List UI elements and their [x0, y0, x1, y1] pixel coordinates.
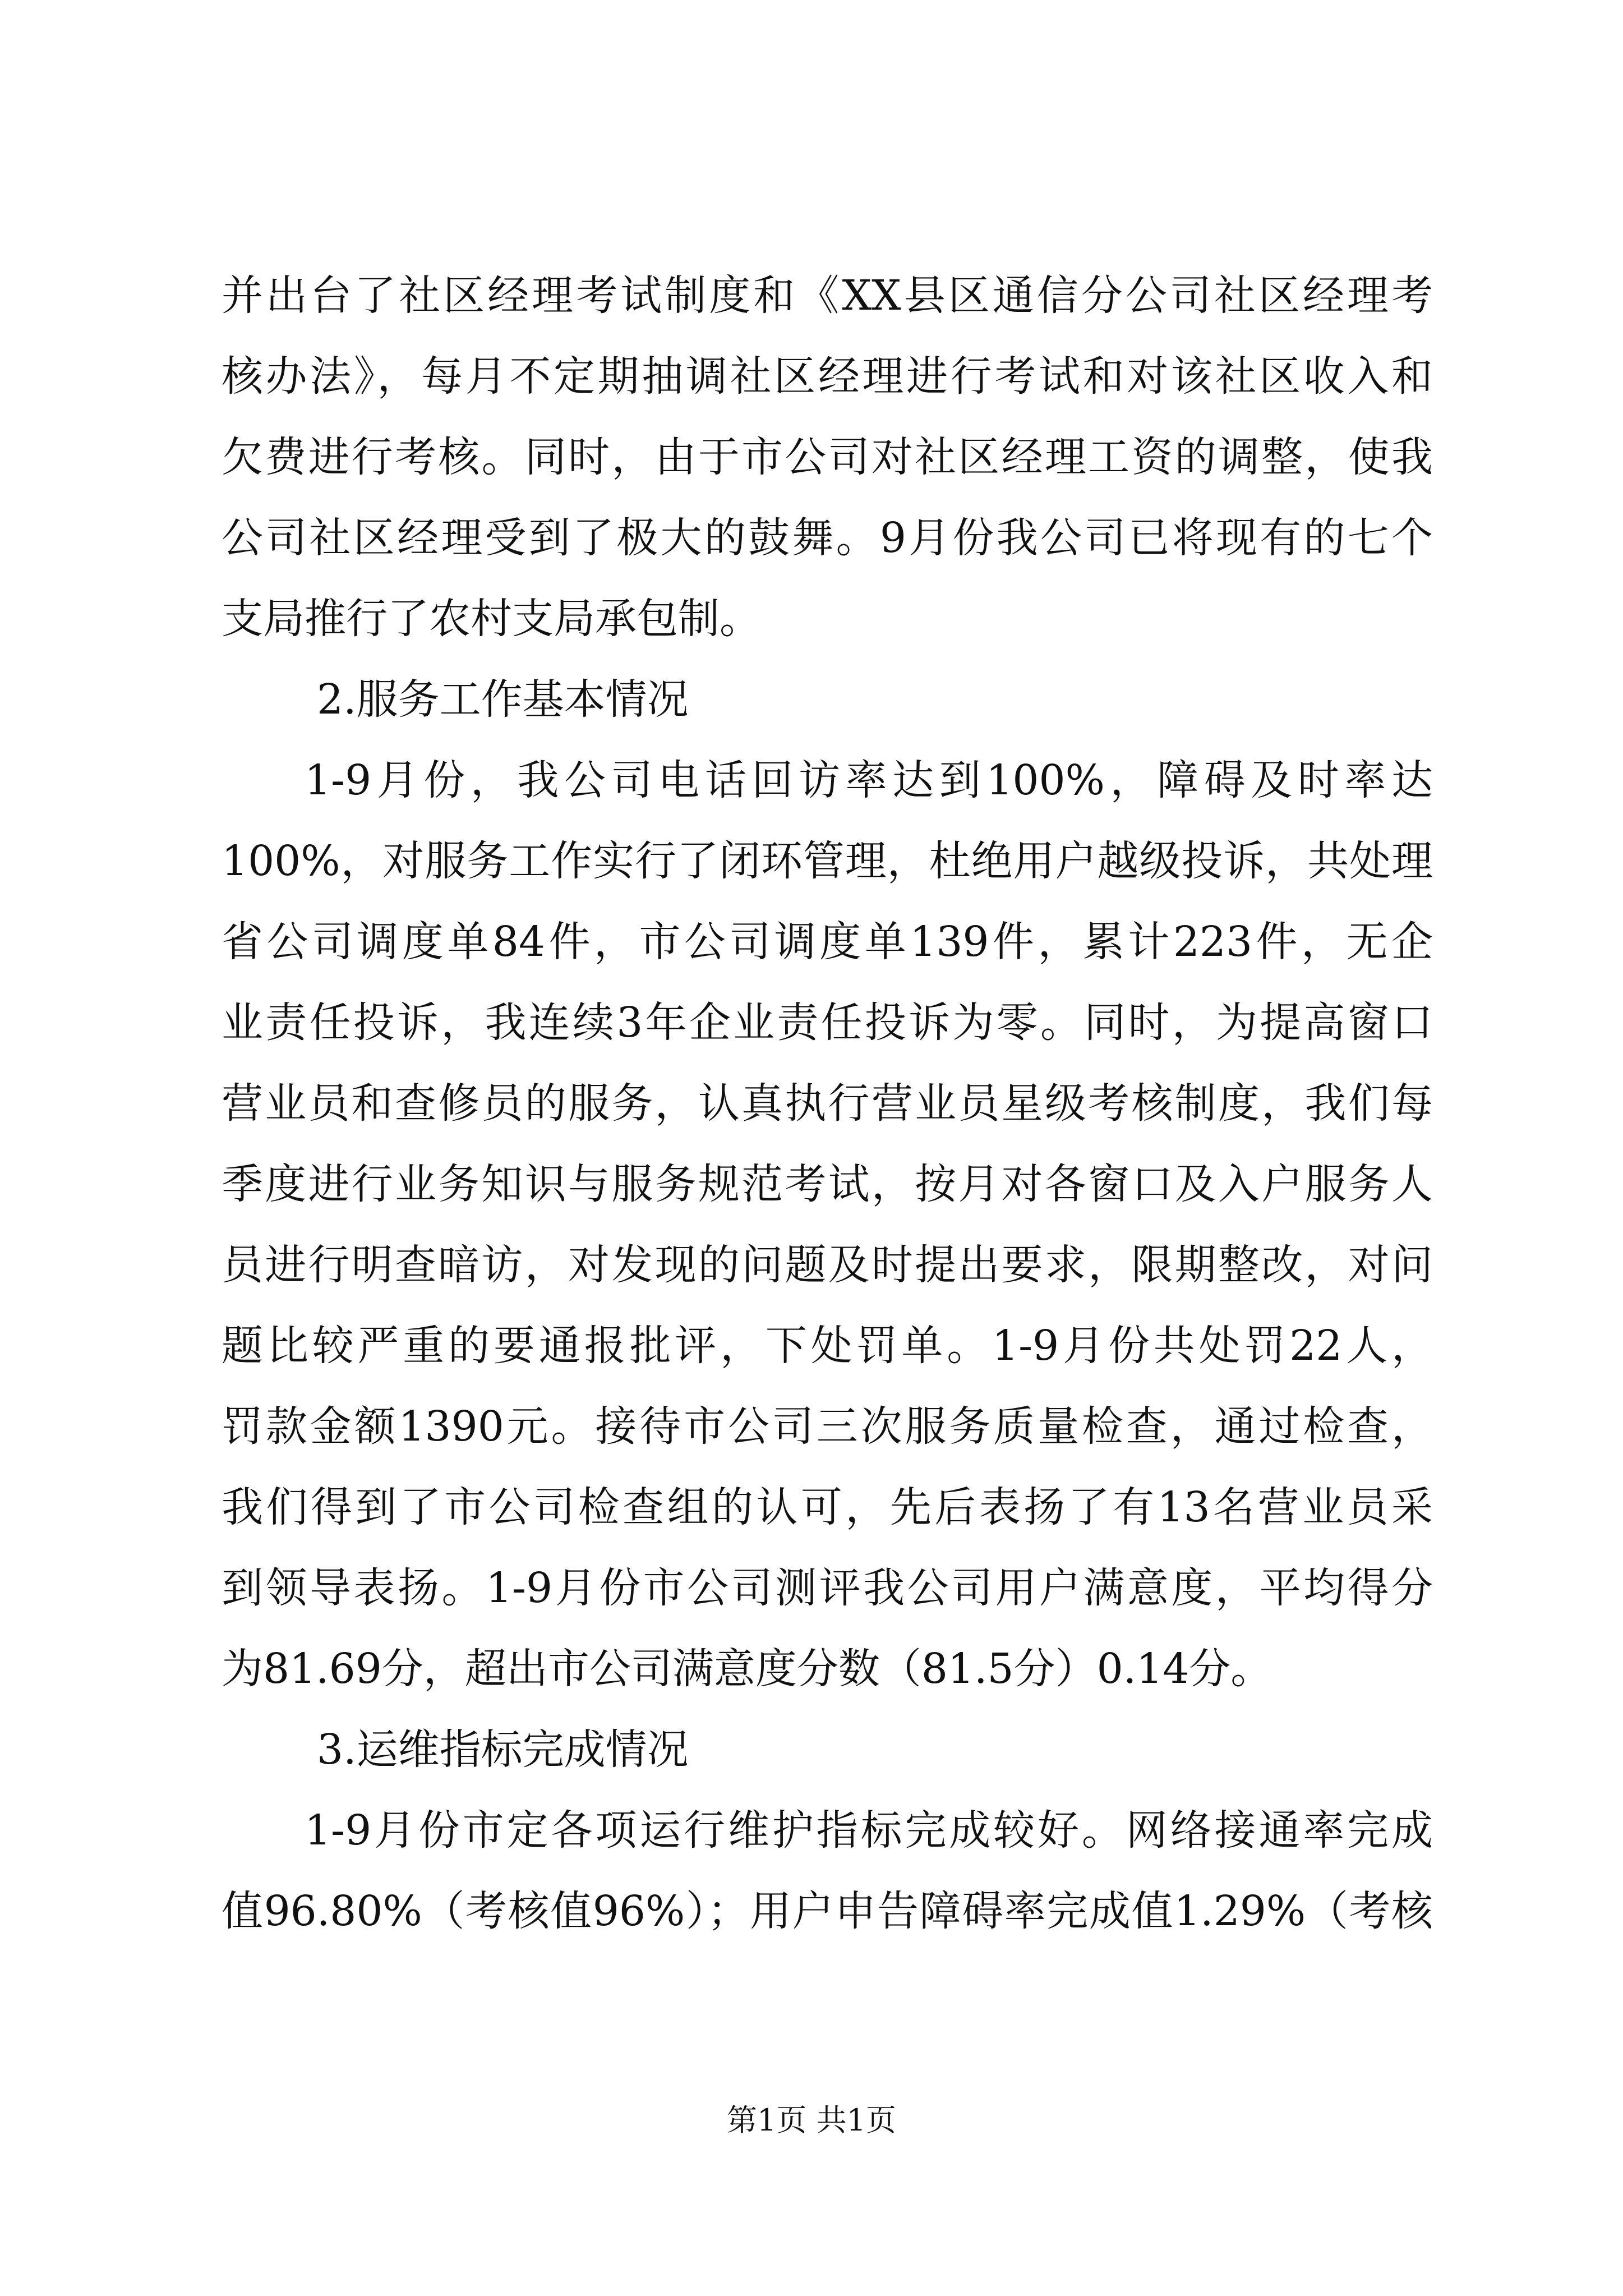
text-line: 100%，对服务工作实行了闭环管理，杜绝用户越级投诉，共处理 [222, 837, 1433, 885]
text-line: 1-9月份市定各项运行维护指标完成较好。网络接通率完成 [305, 1806, 1433, 1855]
text-line: 员进行明查暗访，对发现的问题及时提出要求，限期整改，对问 [222, 1241, 1433, 1289]
section-heading: 2.服务工作基本情况 [317, 675, 689, 724]
text-line: 支局推行了农村支局承包制。 [222, 595, 761, 643]
section-heading: 3.运维指标完成情况 [317, 1726, 689, 1774]
text-line: 核办法》，每月不定期抽调社区经理进行考试和对该社区收入和 [222, 352, 1433, 401]
text-line: 我们得到了市公司检查组的认可，先后表扬了有13名营业员采 [222, 1483, 1433, 1531]
document-body [222, 255, 1433, 1952]
text-line: 罚款金额1390元。接待市公司三次服务质量检查，通过检查， [222, 1402, 1433, 1451]
text-line: 欠费进行考核。同时，由于市公司对社区经理工资的调整，使我 [222, 433, 1433, 481]
text-line: 为81.69分，超出市公司满意度分数（81.5分）0.14分。 [222, 1645, 1272, 1693]
page-footer: 第1页 共1页 [727, 2102, 896, 2138]
text-line: 1-9月份，我公司电话回访率达到100%，障碍及时率达 [305, 756, 1433, 804]
text-line: 业责任投诉，我连续3年企业责任投诉为零。同时，为提高窗口 [222, 999, 1433, 1047]
text-line: 省公司调度单84件，市公司调度单139件，累计223件，无企 [222, 918, 1433, 966]
text-line: 值96.80%（考核值96%）；用户申告障碍率完成值1.29%（考核 [222, 1887, 1433, 1935]
text-line: 营业员和查修员的服务，认真执行营业员星级考核制度，我们每 [222, 1079, 1433, 1128]
text-line: 到领导表扬。1-9月份市公司测评我公司用户满意度，平均得分 [222, 1564, 1433, 1612]
text-line: 季度进行业务知识与服务规范考试，按月对各窗口及入户服务人 [222, 1160, 1433, 1208]
text-line: 公司社区经理受到了极大的鼓舞。9月份我公司已将现有的七个 [222, 514, 1433, 562]
text-line: 并出台了社区经理考试制度和《XX县区通信分公司社区经理考 [222, 272, 1433, 320]
text-line: 题比较严重的要通报批评，下处罚单。1-9月份共处罚22人， [222, 1322, 1433, 1370]
